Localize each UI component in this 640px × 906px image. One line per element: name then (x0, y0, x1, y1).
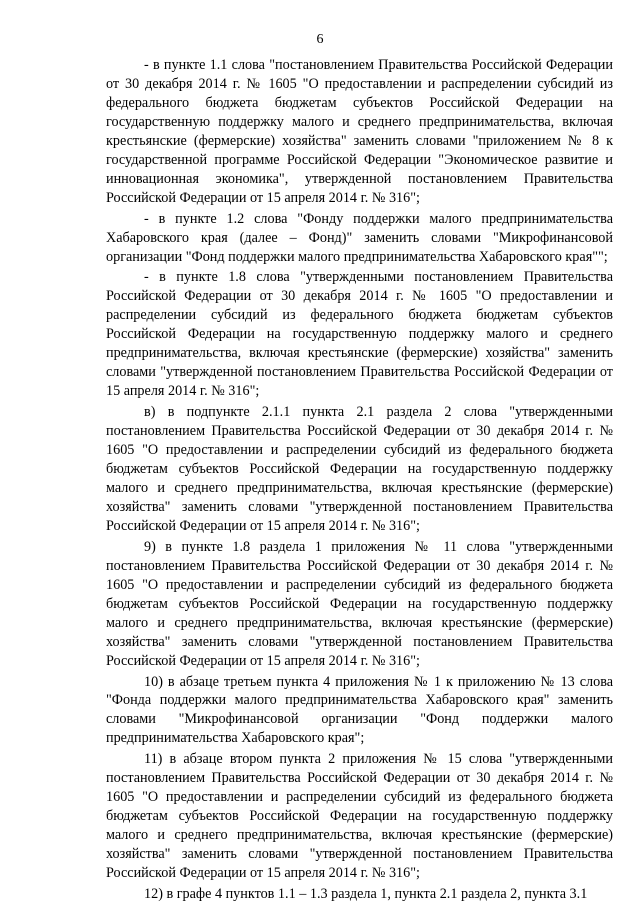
paragraph-point-12: 12) в графе 4 пунктов 1.1 – 1.3 раздела 1, пункта 2.1 раздела 2, пункта 3.1 (144, 885, 588, 902)
document-body (106, 56, 613, 906)
paragraph-item-1-2: - в пункте 1.2 слова "Фонду поддержки малого предпринимательства Хабаровского края (далее – Фонд)" заменить словами "Микрофинансовой организации "Фонд поддержки малого предпринимательства Хабаровского края""; (106, 210, 613, 265)
paragraph-item-1-8: - в пункте 1.8 слова "утвержденными постановлением Правительства Российской Федерации от 30 декабря 2014 г. № 1605 "О предоставлении и распределении субсидий из федерального бюджета бюджетам субъектов Российской Федерации на государственную поддержку малого и среднего предпринимательства, включая крестьянские (фермерские) хозяйства" заменить словами "утвержденной постановлением Правительства Российской Федерации от 15 апреля 2014 г. № 316"; (106, 269, 613, 400)
paragraph-point-11: 11) в абзаце втором пункта 2 приложения № 15 слова "утвержденными постановлением Правительства Российской Федерации от 30 декабря 2014 г. № 1605 "О предоставлении и распределении субсидий из федерального бюджета бюджетам субъектов Российской Федерации на государственную поддержку малого и среднего предпринимательства, включая крестьянские (фермерские) хозяйства" заменить словами "утвержденной постановлением Правительства Российской Федерации от 15 апреля 2014 г. № 316"; (106, 751, 613, 882)
page-number: 6 (316, 32, 324, 47)
paragraph-item-1-1: - в пункте 1.1 слова "постановлением Правительства Российской Федерации от 30 декабря 2014 г. № 1605 "О предоставлении и распределении субсидий из федерального бюджета бюджетам субъектов Российской Федерации на государственную поддержку малого и среднего предпринимательства, включая крестьянские (фермерские) хозяйства" заменить словами "приложением № 8 к государственной программе Российской Федерации "Экономическое развитие и инновационная экономика", утвержденной постановлением Правительства Российской Федерации от 15 апреля 2014 г. № 316"; (106, 57, 613, 206)
paragraph-subitem-v: в) в подпункте 2.1.1 пункта 2.1 раздела 2 слова "утвержденными постановлением Правительства Российской Федерации от 30 декабря 2014 г. № 1605 "О предоставлении и распределении субсидий из федерального бюджета бюджетам субъектов Российской Федерации на государственную поддержку малого и среднего предпринимательства, включая крестьянские (фермерские) хозяйства" заменить словами "утвержденной постановлением Правительства Российской Федерации от 15 апреля 2014 г. № 316"; (106, 404, 613, 534)
paragraph-point-9: 9) в пункте 1.8 раздела 1 приложения № 11 слова "утвержденными постановлением Правительства Российской Федерации от 30 декабря 2014 г. № 1605 "О предоставлении и распределении субсидий из федерального бюджета бюджетам субъектов Российской Федерации на государственную поддержку малого и среднего предпринимательства, включая крестьянские (фермерские) хозяйства" заменить словами "утвержденной постановлением Правительства Российской Федерации от 15 апреля 2014 г. № 316"; (106, 538, 613, 669)
paragraph-point-10: 10) в абзаце третьем пункта 4 приложения № 1 к приложению № 13 слова "Фонда поддержки малого предпринимательства Хабаровского края" заменить словами "Микрофинансовой организации "Фонд поддержки малого предпринимательства Хабаровского края"; (106, 673, 613, 747)
